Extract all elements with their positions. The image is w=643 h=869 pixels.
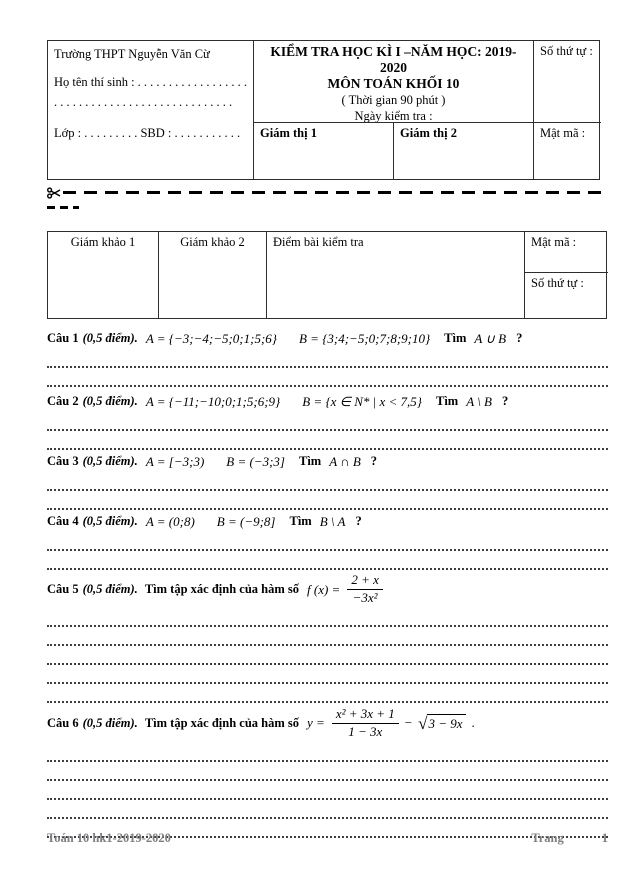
question-6-fraction (332, 707, 399, 740)
question-1-points: (0,5 điểm). (82, 331, 138, 345)
grader1-cell: Giám khảo 1 (70, 235, 136, 249)
question-1-expression: A ∪ B (474, 330, 507, 346)
cut-line (47, 186, 608, 199)
answer-line (47, 627, 608, 646)
answer-line (47, 800, 608, 819)
question-2-set-b: B = {x ∈ N* | x < 7,5} (302, 393, 422, 409)
page-footer (47, 831, 608, 846)
question-4-expression: B \ A (319, 513, 346, 529)
question-1-label: Câu 1 (47, 331, 79, 345)
question-4-qmark: ? (355, 514, 362, 528)
secret-code-cell-2: Mật mã : (524, 232, 608, 272)
fraction-denominator: −3x² (352, 590, 378, 605)
question-4-set-b: B = (−9;8] (216, 513, 276, 529)
answer-line (47, 551, 608, 570)
footer-page-number: 1 (601, 831, 608, 845)
question-2-label: Câu 2 (47, 394, 79, 408)
exam-date-label: Ngày kiểm tra : (354, 109, 433, 123)
question-6-points: (0,5 điểm). (82, 715, 138, 730)
score-cell: Điểm bài kiểm tra (266, 232, 524, 318)
answer-line (47, 762, 608, 781)
question-3 (47, 451, 608, 472)
question-1-set-a: A = {−3;−4;−5;0;1;5;6} (145, 330, 277, 346)
answer-line (47, 665, 608, 684)
scissors-icon (47, 187, 61, 199)
grading-table (47, 231, 607, 319)
school-name: Trường THPT Nguyễn Văn Cừ (54, 47, 210, 61)
exam-title-line2: MÔN TOÁN KHỐI 10 (327, 76, 460, 91)
answer-line (47, 781, 608, 800)
answer-line (47, 646, 608, 665)
question-5-task: Tìm tập xác định của hàm số (144, 582, 300, 596)
question-3-find-label: Tìm (298, 454, 322, 468)
question-3-label: Câu 3 (47, 454, 79, 468)
question-4-set-a: A = (0;8) (145, 513, 195, 529)
question-2-expression: A \ B (466, 393, 492, 409)
question-6-function-lhs: y = (307, 715, 325, 730)
sentence-period: . (471, 715, 475, 730)
question-4-label: Câu 4 (47, 514, 79, 528)
question-3-set-b: B = (−3;3] (226, 453, 285, 469)
cut-dashes (63, 191, 608, 194)
footer-page (531, 831, 608, 846)
exam-duration: ( Thời gian 90 phút ) (341, 93, 446, 107)
answer-line (47, 431, 608, 450)
answer-line (47, 684, 608, 703)
question-1-qmark: ? (516, 331, 523, 345)
question-2 (47, 391, 608, 412)
answer-line (47, 472, 608, 491)
answer-line (47, 608, 608, 627)
question-1 (47, 328, 608, 349)
question-1-find-label: Tìm (444, 331, 467, 345)
sequence-number-cell: Số thứ tự : (533, 41, 601, 122)
secret-code-cell: Mật mã : (533, 122, 601, 179)
answer-line (47, 412, 608, 431)
grader2-cell: Giám khảo 2 (158, 232, 266, 318)
answer-line (47, 743, 608, 762)
question-5 (47, 571, 608, 608)
question-6 (47, 703, 608, 743)
question-4-points: (0,5 điểm). (82, 514, 138, 528)
student-name-field: Họ tên thí sinh : . . . . . . . . . . . . . . . . . . (54, 75, 247, 89)
question-2-find-label: Tìm (436, 394, 459, 408)
fraction-denominator: 1 − 3x (348, 723, 383, 739)
question-6-label: Câu 6 (47, 715, 79, 730)
answer-line (47, 349, 608, 368)
fraction-numerator: 2 + x (347, 573, 383, 590)
answer-line (47, 491, 608, 510)
question-4-find-label: Tìm (289, 514, 312, 528)
exam-title-cell (253, 41, 533, 122)
question-2-set-a: A = {−11;−10;0;1;5;6;9} (145, 393, 281, 409)
question-5-label: Câu 5 (47, 582, 79, 596)
question-6-task: Tìm tập xác định của hàm số (144, 715, 300, 730)
question-4 (47, 511, 608, 532)
questions-section (47, 328, 608, 838)
question-5-points: (0,5 điểm). (82, 582, 138, 596)
question-3-points: (0,5 điểm). (82, 454, 138, 468)
question-2-qmark: ? (502, 394, 509, 408)
student-name-field-line2: . . . . . . . . . . . . . . . . . . . . . . . . . . . . . (54, 95, 233, 109)
fraction-numerator: x² + 3x + 1 (332, 707, 399, 724)
footer-doc-title: Toán 10 hk1-2019-2020 (47, 831, 171, 845)
question-5-function-lhs: f (x) = (307, 581, 341, 597)
question-5-fraction (347, 573, 383, 606)
class-sbd-field: Lớp : . . . . . . . . . SBD : . . . . . . . . . . . (54, 126, 241, 140)
question-1-set-b: B = {3;4;−5;0;7;8;9;10} (298, 330, 431, 346)
sequence-number-cell-2: Số thứ tự : (524, 272, 608, 318)
sqrt-argument: 3 − 9x (427, 714, 465, 732)
question-2-points: (0,5 điểm). (82, 394, 138, 408)
proctor1-cell: Giám thị 1 (253, 122, 393, 179)
question-3-qmark: ? (370, 454, 378, 468)
answer-line (47, 532, 608, 551)
question-6-sqrt (418, 714, 465, 732)
question-3-expression: A ∩ B (329, 453, 361, 469)
question-3-set-a: A = [−3;3) (145, 453, 205, 469)
answer-line (47, 368, 608, 387)
student-info-cell (48, 41, 253, 179)
proctor2-cell: Giám thị 2 (393, 122, 533, 179)
cut-dashes-wrap (47, 206, 79, 209)
minus-operator: − (404, 715, 413, 730)
radical-sign: √ (418, 714, 428, 733)
header-table (47, 40, 600, 180)
exam-title-line1: KIỂM TRA HỌC KÌ I –NĂM HỌC: 2019-2020 (270, 44, 517, 75)
footer-page-label: Trang (531, 831, 564, 845)
